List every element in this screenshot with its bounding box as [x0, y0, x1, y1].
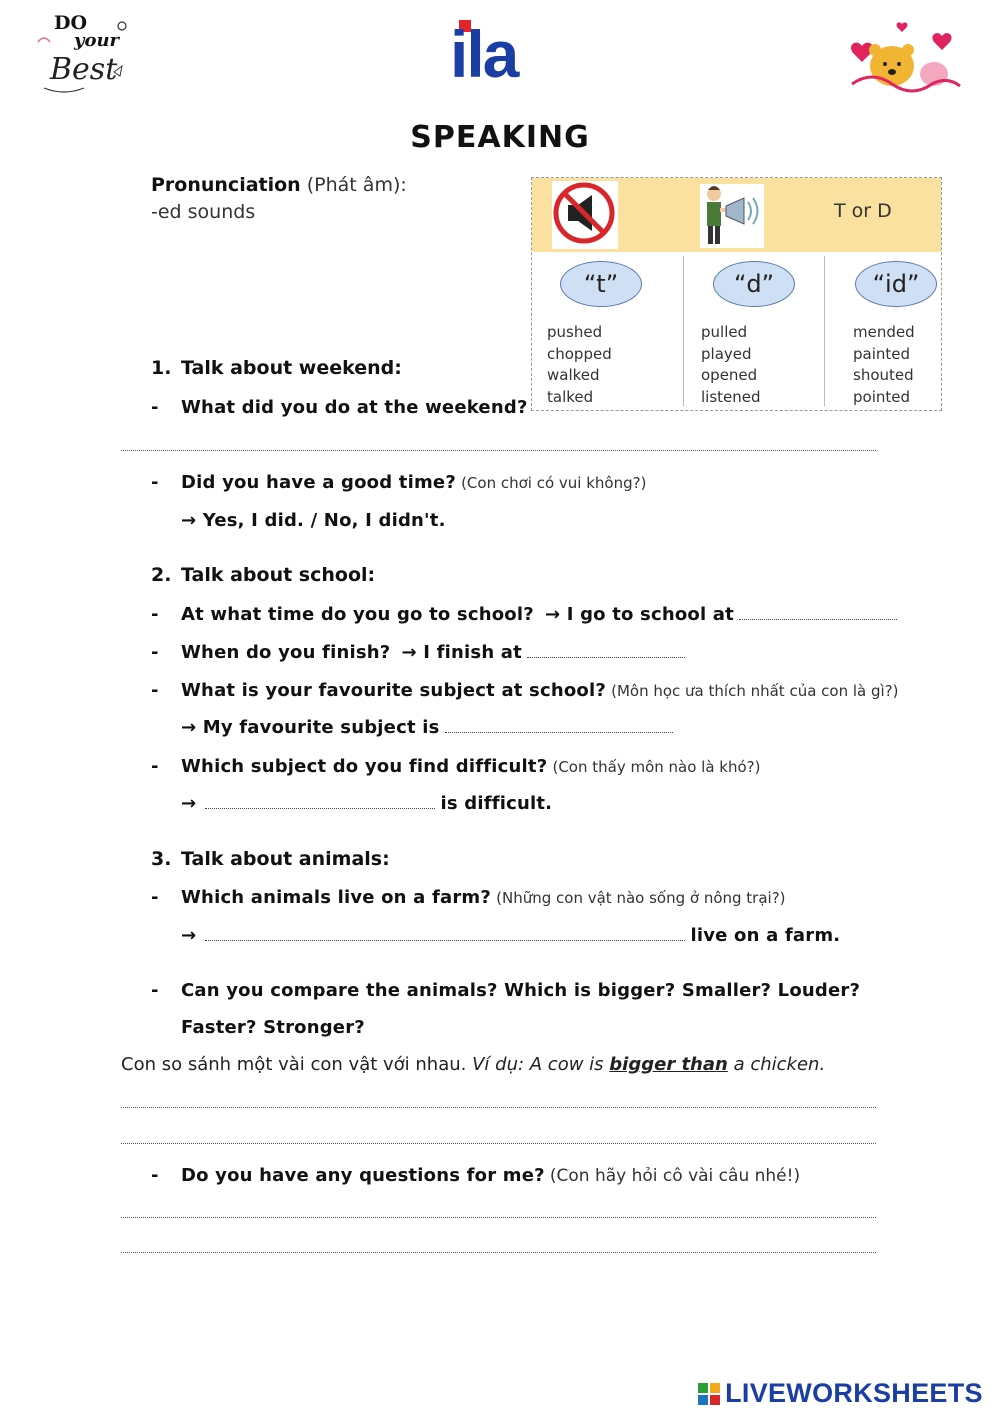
question-text: At what time do you go to school? [181, 604, 534, 625]
id-word: painted [853, 344, 911, 363]
s3-answer-farm [181, 925, 840, 946]
bullet: - [151, 980, 159, 1001]
lws-logo-icon [698, 1383, 720, 1405]
question-text: Did you have a good time? [181, 472, 456, 493]
answer-arrow: → [181, 925, 197, 946]
answer-blank-farm[interactable] [205, 926, 685, 941]
t-word: pushed [547, 323, 603, 341]
answer-blank-go-school[interactable] [739, 605, 897, 620]
question-note-vi: (Những con vật nào sống ở nông trại?) [496, 889, 786, 907]
bullet: - [151, 472, 159, 493]
answer-arrow: → [181, 793, 197, 814]
answer-prompt: → My favourite subject is [181, 717, 440, 738]
pronunciation-label: Pronunciation [151, 174, 301, 196]
question-note-vi: (Con chơi có vui không?) [461, 474, 647, 492]
question-note-vi: (Con thấy môn nào là khó?) [552, 758, 761, 776]
sound-t-oval: “t” [560, 261, 642, 307]
s3-question-farm [181, 887, 786, 908]
bullet: - [151, 642, 159, 663]
sound-id-oval: “id” [855, 261, 937, 307]
s1-question-weekend: What did you do at the weekend? [181, 397, 528, 418]
d-word: pulled [701, 323, 748, 341]
question-text: What is your favourite subject at school? [181, 680, 607, 701]
bullet: - [151, 887, 159, 908]
s2-question-favourite [181, 680, 899, 701]
s2-question-finish [181, 642, 685, 663]
ed-sounds-chart [531, 177, 942, 411]
answer-line-weekend[interactable] [121, 450, 876, 451]
t-word: walked [547, 366, 600, 384]
section3-number: 3. [151, 848, 172, 870]
question-text: Do you have any questions for me? [181, 1165, 545, 1186]
column-divider [824, 256, 825, 406]
answer-blank-finish[interactable] [527, 643, 685, 658]
s2-question-go-school [181, 604, 897, 625]
page-title: SPEAKING [410, 120, 590, 155]
liveworksheets-watermark [698, 1378, 983, 1410]
sticker-text-do: DO [54, 12, 88, 34]
s2-question-difficult [181, 756, 761, 777]
compare-vi: Con so sánh một vài con vật với nhau. [121, 1054, 467, 1075]
bullet: - [151, 397, 159, 418]
section3-heading: Talk about animals: [181, 848, 390, 870]
logo-text: ila [450, 17, 518, 91]
sound-d-oval: “d” [713, 261, 795, 307]
example-prefix: Ví dụ: A cow is [472, 1054, 604, 1075]
pronunciation-subtitle: -ed sounds [151, 201, 256, 223]
s2-answer-difficult [181, 793, 552, 814]
do-your-best-sticker [34, 12, 130, 98]
final-question [181, 1165, 800, 1186]
s3-question-compare-line1: Can you compare the animals? Which is bigger? Smaller? Louder? [181, 980, 861, 1001]
id-word-list [853, 322, 915, 408]
d-word-list [701, 322, 761, 408]
question-note-vi: (Con hãy hỏi cô vài câu nhé!) [549, 1166, 801, 1186]
bullet: - [151, 756, 159, 777]
id-word: pointed [853, 387, 911, 406]
answer-tail: live on a farm. [690, 925, 841, 946]
answer-blank-difficult[interactable] [205, 794, 435, 809]
example-bold: bigger than [609, 1054, 728, 1075]
s1-answer-good-time: → Yes, I did. / No, I didn't. [181, 510, 446, 531]
answer-prompt: → I finish at [401, 642, 522, 663]
bullet: - [151, 680, 159, 701]
column-divider [683, 256, 684, 406]
d-word: opened [701, 366, 758, 384]
answer-line-questions-1[interactable] [121, 1217, 876, 1218]
t-word-list [547, 322, 612, 408]
bullet: - [151, 604, 159, 625]
s1-question-good-time [181, 472, 646, 493]
pronunciation-heading [151, 174, 407, 196]
bear-hearts-icon [842, 16, 966, 94]
sticker-text-best: Best [50, 52, 118, 87]
section2-number: 2. [151, 564, 172, 586]
pronunciation-label-vi: (Phát âm): [306, 174, 407, 196]
answer-line-compare-1[interactable] [121, 1107, 876, 1108]
section1-heading: Talk about weekend: [181, 357, 402, 379]
megaphone-person-icon [700, 184, 764, 248]
question-text: Which animals live on a farm? [181, 887, 492, 908]
bullet: - [151, 1165, 159, 1186]
ila-logo [450, 18, 550, 90]
section1-number: 1. [151, 357, 172, 379]
answer-prompt: → I go to school at [544, 604, 734, 625]
t-word: talked [547, 387, 594, 406]
s2-answer-favourite [181, 717, 673, 738]
chart-header-text: T or D [834, 200, 892, 222]
answer-line-compare-2[interactable] [121, 1143, 876, 1144]
example-suffix: a chicken. [733, 1054, 826, 1075]
no-sound-icon [552, 181, 618, 249]
answer-tail: is difficult. [440, 793, 553, 814]
question-text: When do you finish? [181, 642, 391, 663]
d-word: listened [701, 387, 761, 406]
watermark-text: LIVEWORKSHEETS [725, 1378, 983, 1408]
id-word: mended [853, 323, 915, 341]
t-word: chopped [547, 344, 612, 363]
section2-heading: Talk about school: [181, 564, 376, 586]
id-word: shouted [853, 366, 914, 384]
d-word: played [701, 344, 752, 363]
sticker-text-your: your [74, 30, 120, 51]
compare-instruction [121, 1054, 825, 1075]
s3-question-compare-line2: Faster? Stronger? [181, 1017, 365, 1038]
question-note-vi: (Môn học ưa thích nhất của con là gì?) [611, 682, 899, 700]
answer-blank-favourite[interactable] [445, 718, 673, 733]
question-text: Which subject do you find difficult? [181, 756, 548, 777]
pooh-hearts-sticker [842, 16, 966, 94]
answer-line-questions-2[interactable] [121, 1252, 876, 1253]
